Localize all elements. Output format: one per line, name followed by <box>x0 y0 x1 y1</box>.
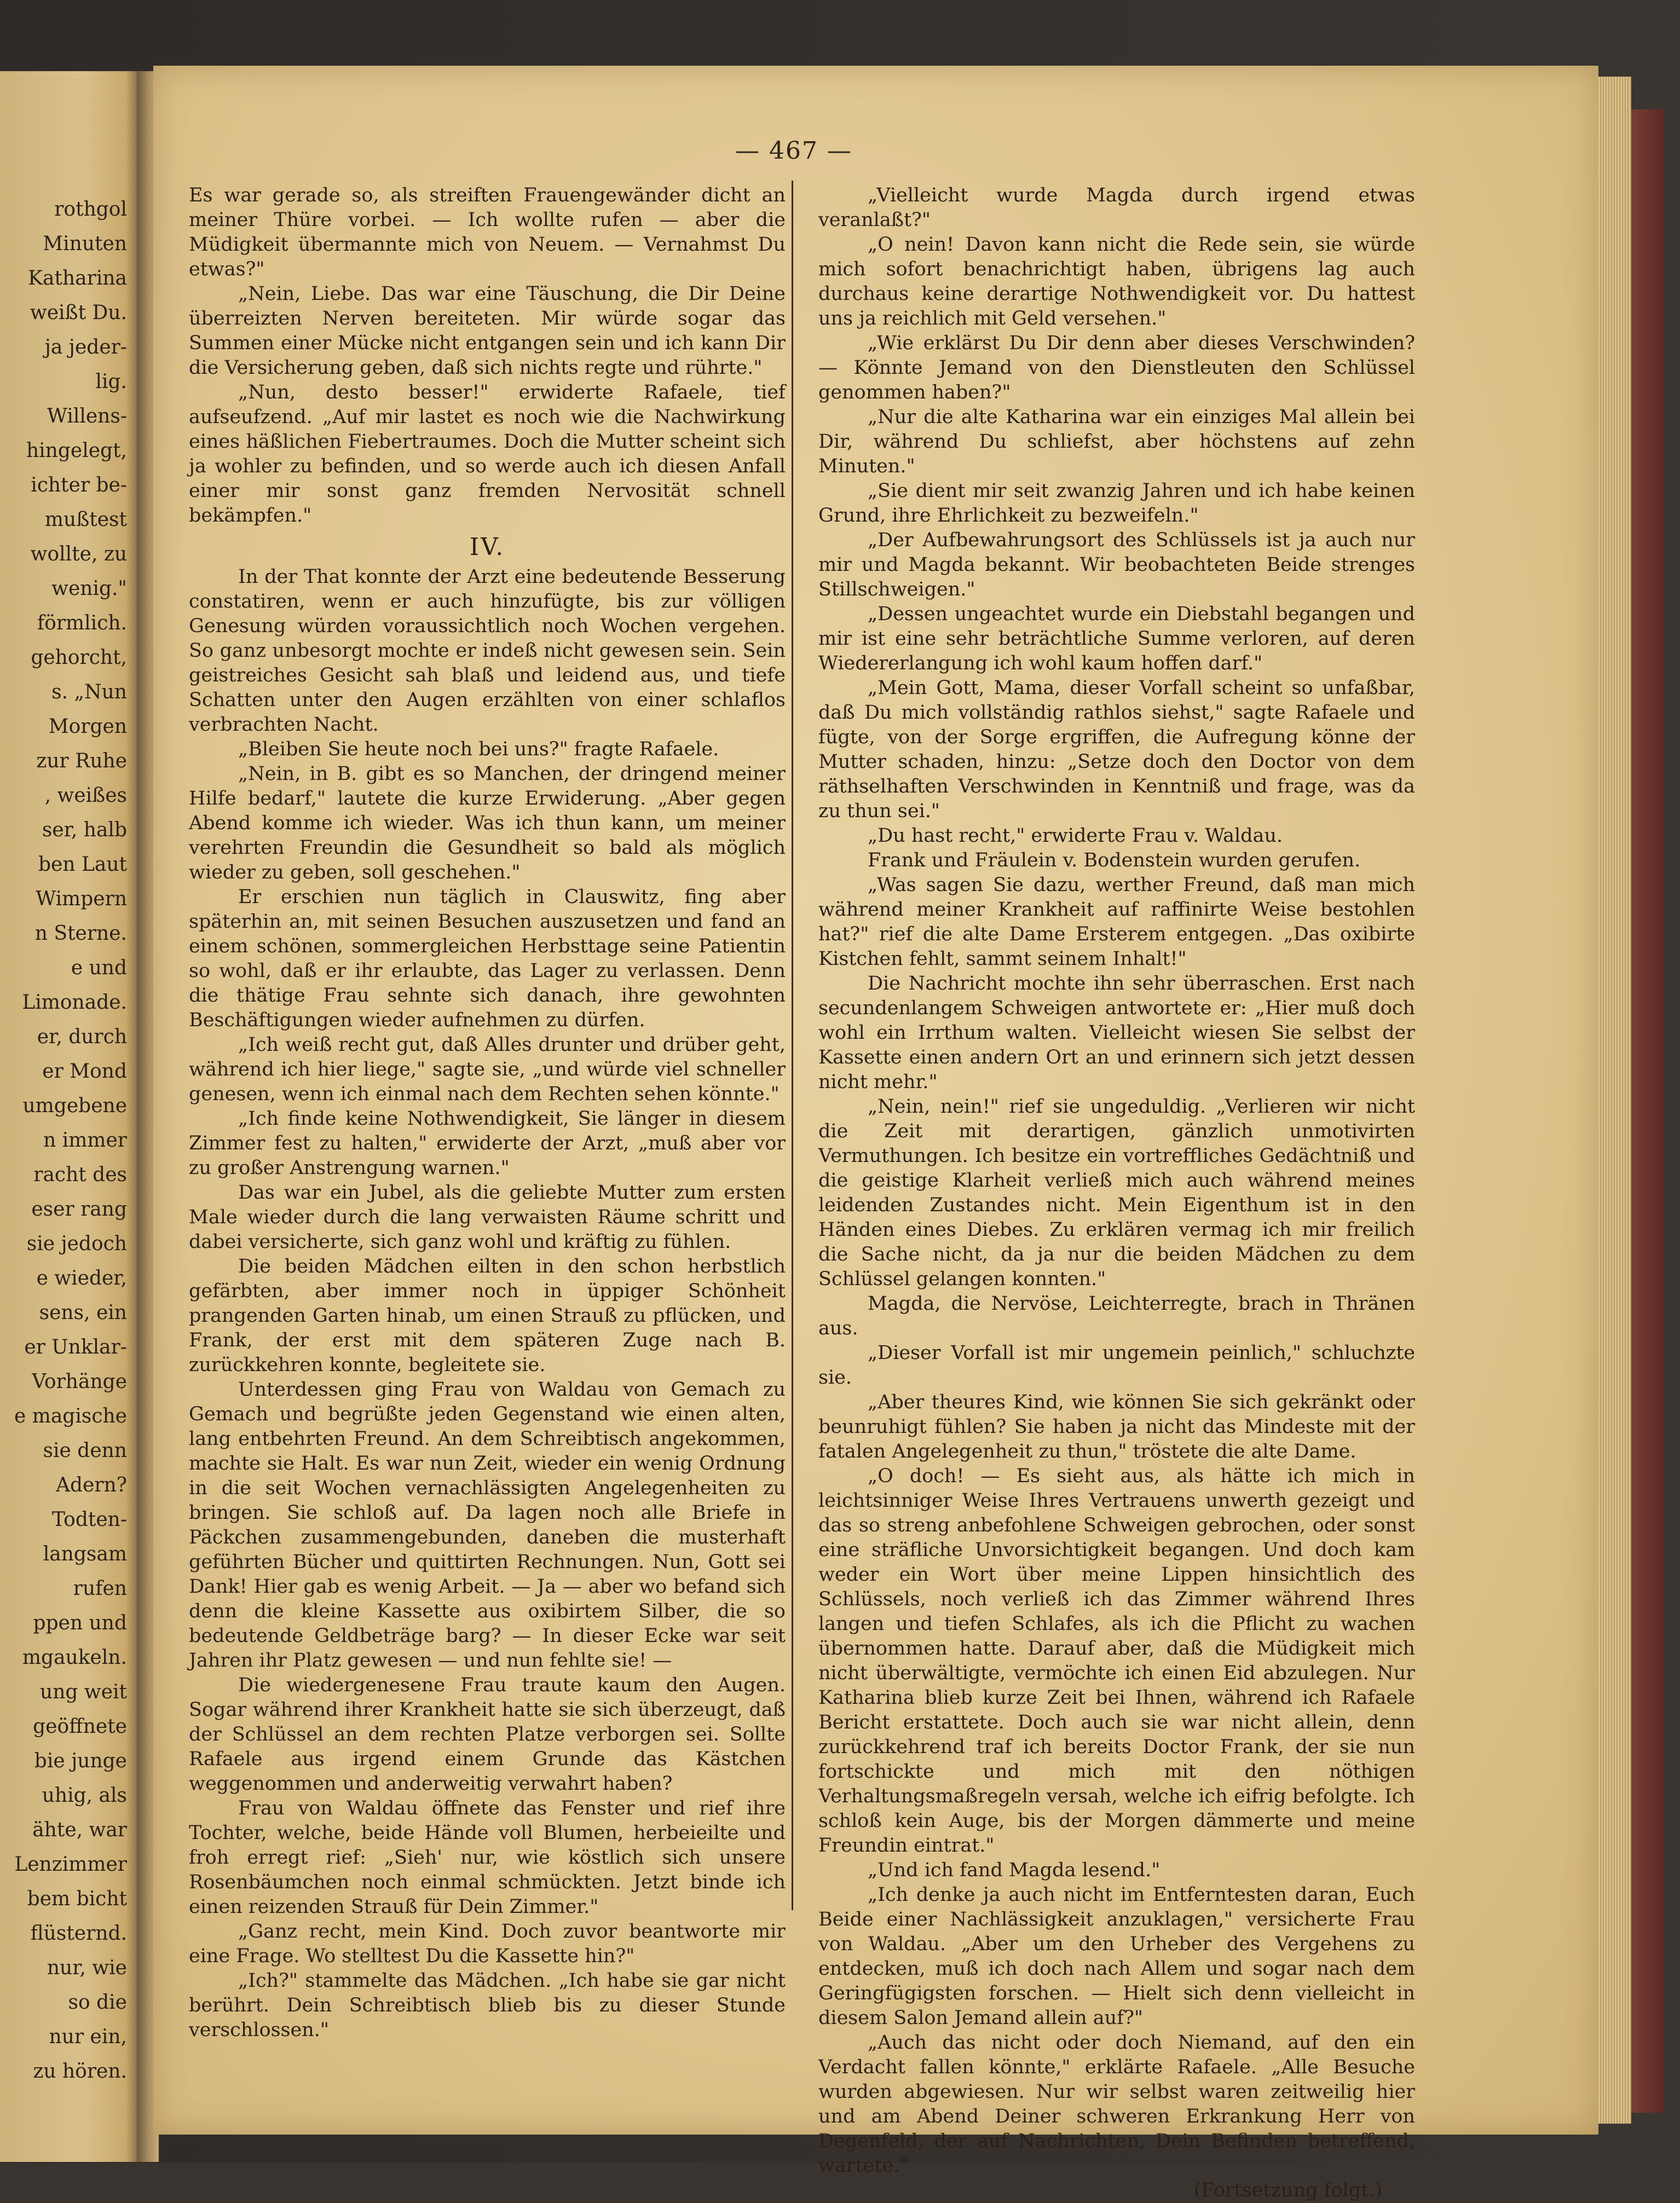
left-page-line: er Unklar- <box>24 1336 127 1358</box>
left-page-line: er Mond <box>42 1060 127 1083</box>
paragraph: „Ich denke ja auch nicht im Entferntesten daran, Euch Beide einer Nachlässigkeit anzuklagen," versicherte Frau von Waldau. „Aber um den Urheber des Vergehens zu entdecken, muß ich doch nach Allem und sogar nach dem Geringfügigsten forschen. — Hielt sich denn vielleicht in diesem Salon Jemand allein auf?" <box>818 1884 1415 2029</box>
paragraph: Die wiedergenesene Frau traute kaum den Augen. Sogar während ihrer Krankheit hatte sie sich überzeugt, daß der Schlüssel an dem rechten Platze verborgen sei. Sollte Rafaele aus irgend einem Grunde das Kästchen weggenommen und anderweitig verwahrt haben? <box>189 1674 786 1795</box>
left-page-line: Katharina <box>28 267 127 290</box>
left-page-line: Wimpern <box>36 888 127 910</box>
left-page-line: hingelegt, <box>26 440 127 462</box>
left-page-line: rothgol <box>54 198 127 221</box>
paragraph: Frau von Waldau öffnete das Fenster und rief ihre Tochter, welche, beide Hände voll Blumen, herbeieilte und froh erregt rief: „Sieh' nur, wie köstlich sich unsere Rosenbäumchen noch einmal schmückten. Jetzt binde ich einen reizenden Strauß für Dein Zimmer." <box>189 1797 786 1918</box>
paragraph: „Der Aufbewahrungsort des Schlüssels ist ja auch nur mir und Magda bekannt. Wir beobachteten Beide strenges Stillschweigen." <box>818 529 1415 600</box>
left-page-line: Lenzimmer <box>14 1853 127 1876</box>
left-page-line: Willens- <box>47 405 127 427</box>
left-page-line: ung weit <box>40 1681 127 1703</box>
left-page-line: langsam <box>43 1543 127 1565</box>
left-page-line: racht des <box>33 1164 127 1186</box>
paragraph: Er erschien nun täglich in Clauswitz, fing aber späterhin an, mit seinen Besuchen auszusetzen und fand an einem schönen, sommergleichen Herbsttage seine Patientin so wohl, daß er ihr erlaubte, das Lager zu verlassen. Denn die thätige Frau sehnte sich danach, ihre gewohnten Beschäftigungen wieder aufnehmen zu dürfen. <box>189 886 786 1031</box>
left-page-line: wollte, zu <box>30 543 127 565</box>
page-number: — 467 — <box>735 137 852 165</box>
left-page-line: nur ein, <box>49 2026 127 2048</box>
left-page-line: ja jeder- <box>44 336 127 359</box>
paragraph: „Aber theures Kind, wie können Sie sich gekränkt oder beunruhigt fühlen? Sie haben ja nicht das Mindeste mit der fatalen Angelegenheit zu thun," tröstete die alte Dame. <box>818 1391 1415 1462</box>
paragraph: „Mein Gott, Mama, dieser Vorfall scheint so unfaßbar, daß Du mich vollständig rathlos siehst," sagte Rafaele und fügte, von der Sorge ergriffen, die Aufregung könne der Mutter schaden, hinzu: „Setze doch den Doctor von dem räthselhaften Verschwinden in Kenntniß und frage, was da zu thun sei." <box>818 677 1415 822</box>
left-page-line: ppen und <box>33 1612 127 1634</box>
paragraph: Magda, die Nervöse, Leichterregte, brach in Thränen aus. <box>818 1293 1415 1339</box>
left-page-line: , weißes <box>44 784 127 807</box>
paragraph: „Nein, nein!" rief sie ungeduldig. „Verlieren wir nicht die Zeit mit derartigen, gänzlich unmotivirten Vermuthungen. Ich besitze ein vortreffliches Gedächtniß und die geistige Klarheit verließ mich auch während meines leidenden Zustandes nicht. Mein Eigenthum ist in den Händen eines Diebes. Zu erklären vermag ich mir freilich die Sache nicht, da ja nur die beiden Mädchen zu dem Schlüssel gelangen konnten." <box>818 1096 1415 1290</box>
text-column-right <box>818 183 1415 2203</box>
paragraph: „Nur die alte Katharina war ein einziges Mal allein bei Dir, während Du schliefst, aber höchstens auf zehn Minuten." <box>818 406 1415 477</box>
left-page-line: e und <box>71 957 127 979</box>
left-page-line: bie junge <box>34 1750 127 1772</box>
left-page-line: geöffnete <box>33 1715 127 1738</box>
left-page-line: bem bicht <box>27 1888 127 1910</box>
left-page-line: lig. <box>95 371 127 393</box>
left-page-line: wenig." <box>51 577 127 600</box>
left-page-line: uhig, als <box>42 1784 127 1807</box>
paragraph: „Nein, in B. gibt es so Manchen, der dringend meiner Hilfe bedarf," lautete die kurze Erwiderung. „Aber gegen Abend komme ich wieder. Was ich thun kann, um meiner verehrten Freundin die Gesundheit so bald als möglich wieder zu geben, soll geschehen." <box>189 763 786 883</box>
paragraph: „Ganz recht, mein Kind. Doch zuvor beantworte mir eine Frage. Wo stelltest Du die Kassette hin?" <box>189 1921 786 1967</box>
left-page-line: mußtest <box>44 508 127 531</box>
paragraph: „Was sagen Sie dazu, werther Freund, daß man mich während meiner Krankheit auf raffinirte Weise bestohlen hat?" rief die alte Dame Ersterem entgegen. „Das oxibirte Kistchen fehlt, sammt seinem Inhalt!" <box>818 874 1415 970</box>
left-page-line: mgaukeln. <box>22 1646 127 1669</box>
left-page-line: gehorcht, <box>31 646 127 669</box>
paragraph: Die Nachricht mochte ihn sehr überraschen. Erst nach secundenlangem Schweigen antwortete er: „Hier muß doch wohl ein Irrthum walten. Vielleicht wiesen Sie selbst der Kassette einen andern Ort an und erinnern sich jetzt dessen nicht mehr." <box>818 973 1415 1093</box>
paragraph: Frank und Fräulein v. Bodenstein wurden gerufen. <box>868 849 1361 871</box>
paragraph: Unterdessen ging Frau von Waldau von Gemach zu Gemach und begrüßte jeden Gegenstand wie einen alten, lang entbehrten Freund. An dem Schreibtisch angekommen, machte sie Halt. Es war nun Zeit, wieder ein wenig Ordnung in die seit Wochen vernachlässigten Angelegenheiten zu bringen. Sie schloß auf. Da lagen noch alle Briefe in Päckchen zusammengebunden, daneben die musterhaft geführten Bücher und quittirten Rechnungen. Nun, Gott sei Dank! Hier gab es wenig Arbeit. — Ja — aber wo befand sich denn die kleine Kassette aus oxibirtem Silber, die so bedeutende Geldbeträge barg? — In dieser Ecke war seit Jahren ihr Platz gewesen — und nun fehlte sie! — <box>189 1379 786 1672</box>
paragraph: „Sie dient mir seit zwanzig Jahren und ich habe keinen Grund, ihre Ehrlichkeit zu bezweifeln." <box>818 480 1415 527</box>
left-page-line: flüsternd. <box>30 1922 127 1945</box>
left-page-line: weißt Du. <box>30 302 127 324</box>
left-page-line: s. „Nun <box>51 681 127 703</box>
paragraph: „Du hast recht," erwiderte Frau v. Waldau. <box>868 825 1283 847</box>
text-column-left <box>189 183 786 2043</box>
paragraph: „Ich finde keine Nothwendigkeit, Sie länger in diesem Zimmer fest zu halten," erwiderte der Arzt, „muß aber vor zu großer Anstrengung warnen." <box>189 1108 786 1179</box>
left-page-line: ben Laut <box>38 853 127 876</box>
continuation-note: (Fortsetzung folgt.) <box>1193 2179 1382 2201</box>
left-page-line: Vorhänge <box>32 1371 127 1393</box>
paragraph: „Dieser Vorfall ist mir ungemein peinlich," schluchzte sie. <box>818 1342 1415 1389</box>
left-page-line: ser, halb <box>42 819 127 841</box>
left-page-line: zu hören. <box>33 2060 127 2083</box>
paragraph: Die beiden Mädchen eilten in den schon herbstlich gefärbten, aber immer noch in üppiger Schönheit prangenden Garten hinab, um einen Strauß zu pflücken, und Frank, der erst mit dem späteren Zuge nach B. zurückkehren konnte, begleitete sie. <box>189 1256 786 1376</box>
chapter-heading: IV. <box>469 533 505 561</box>
left-page-line: nur, wie <box>47 1957 127 1979</box>
paragraph: „Ich?" stammelte das Mädchen. „Ich habe sie gar nicht berührt. Dein Schreibtisch blieb bis zu dieser Stunde verschlossen." <box>189 1970 786 2041</box>
paragraph: „Nun, desto besser!" erwiderte Rafaele, tief aufseufzend. „Auf mir lastet es noch wie die Nachwirkung eines häßlichen Fiebertraumes. Doch die Mutter scheint sich ja wohler zu befinden, und so werde auch ich diesen Anfall einer mir sonst ganz fremden Nervosität schnell bekämpfen." <box>189 381 786 527</box>
left-page-line: eser rang <box>31 1198 127 1221</box>
previous-page-strip <box>0 71 137 2162</box>
paragraph: Es war gerade so, als streiften Frauengewänder dicht an meiner Thüre vorbei. — Ich wollte rufen — aber die Müdigkeit übermannte mich von Neuem. — Vernahmst Du etwas?" <box>189 184 786 280</box>
left-page-line: Limonade. <box>22 991 127 1014</box>
paragraph: „Vielleicht wurde Magda durch irgend etwas veranlaßt?" <box>818 184 1415 231</box>
column-divider <box>792 181 793 1910</box>
left-page-line: förmlich. <box>37 612 127 634</box>
left-page-line: zur Ruhe <box>36 750 127 772</box>
paragraph: „Ich weiß recht gut, daß Alles drunter und drüber geht, während ich hier liege," sagte sie, „und würde viel schneller genesen, wenn ich einmal nach dem Rechten sehen könnte." <box>189 1034 786 1105</box>
left-page-line: n Sterne. <box>34 922 127 945</box>
left-page-line: sie denn <box>43 1439 127 1462</box>
paragraph: Das war ein Jubel, als die geliebte Mutter zum ersten Male wieder durch die lang verwaisten Räume schritt und dabei versicherte, sich ganz wohl und kräftig zu fühlen. <box>189 1182 786 1253</box>
paragraph: „O nein! Davon kann nicht die Rede sein, sie würde mich sofort benachrichtigt haben, übrigens lag auch durchaus keine derartige Nothwendigkeit vor. Du hattest uns ja reichlich mit Geld versehen." <box>818 234 1415 329</box>
left-page-line: e wieder, <box>36 1267 127 1290</box>
paragraph: „Bleiben Sie heute noch bei uns?" fragte Rafaele. <box>238 738 719 760</box>
left-page-line: e magische <box>14 1405 127 1427</box>
left-page-line: ichter be- <box>31 474 127 496</box>
paragraph: „Wie erklärst Du Dir denn aber dieses Verschwinden? — Könnte Jemand von den Dienstleuten den Schlüssel genommen haben?" <box>818 332 1415 403</box>
left-page-line: Morgen <box>48 715 127 738</box>
left-page-line: ähte, war <box>32 1819 127 1841</box>
left-page-line: so die <box>68 1991 127 2014</box>
paragraph: „Auch das nicht oder doch Niemand, auf den ein Verdacht fallen könnte," erklärte Rafaele. „Alle Besuche wurden abgewiesen. Nur wir selbst waren zeitweilig hier und am Abend Deiner schweren Erkrankung Herr von Degenfeld, der auf Nachrichten, Dein Befinden betreffend, wartete." <box>818 2032 1415 2177</box>
left-page-line: sie jedoch <box>26 1233 127 1255</box>
page-edges <box>1598 77 1631 2124</box>
paragraph: In der That konnte der Arzt eine bedeutende Besserung constatiren, wenn er auch hinzufügte, bis zur völligen Genesung würden voraussichtlich noch Wochen vergehen. So ganz unbesorgt mochte er indeß nicht gewesen sein. Sein geistreiches Gesicht sah blaß und leidend aus, und tiefe Schatten unter den Augen erzählten von einer schlaflos verbrachten Nacht. <box>189 566 786 736</box>
left-page-line: er, durch <box>37 1026 127 1048</box>
left-page-line: rufen <box>73 1577 127 1600</box>
paragraph: „Nein, Liebe. Das war eine Täuschung, die Dir Deine überreizten Nerven bereiteten. Mir würde sogar das Summen einer Mücke nicht entgangen sein und ich kann Dir die Versicherung geben, daß sich nichts regte und rührte." <box>189 283 786 379</box>
book-cover-edge <box>1631 109 1664 2113</box>
left-page-line: Todten- <box>51 1508 127 1531</box>
left-page-line: umgebene <box>22 1095 127 1117</box>
left-page-line: Adern? <box>55 1474 127 1496</box>
left-page-line: n immer <box>43 1129 127 1152</box>
paragraph: „Dessen ungeachtet wurde ein Diebstahl begangen und mir ist eine sehr beträchtliche Summe verloren, auf deren Wiedererlangung ich wohl kaum hoffen darf." <box>818 603 1415 674</box>
paragraph: „Und ich fand Magda lesend." <box>868 1859 1161 1881</box>
left-page-line: sens, ein <box>39 1302 127 1324</box>
paragraph: „O doch! — Es sieht aus, als hätte ich mich in leichtsinniger Weise Ihres Vertrauens unwerth gezeigt und das so streng anbefohlene Schweigen gebrochen, oder sonst eine sträfliche Unvorsichtigkeit begangen. Und doch kam weder ein Wort über meine Lippen hinsichtlich des Schlüssels, noch verließ ich das Zimmer während Ihres langen und tiefen Schlafes, als ich die Pflicht zu wachen übernommen hatte. Darauf aber, daß die Müdigkeit mich nicht überwältigte, vermöchte ich einen Eid abzulegen. Nur Katharina blieb kurze Zeit bei Ihnen, während ich Rafaele Bericht erstattete. Doch auch sie war nicht allein, denn zurückkehrend traf ich bereits Doctor Frank, der sie nun fortschickte und mich mit den nöthigen Verhaltungsmaßregeln versah, welche ich eifrig befolgte. Ich schloß kein Auge, bis der Morgen dämmerte und meine Freundin eintrat." <box>818 1465 1415 1857</box>
left-page-line: Minuten <box>43 233 127 255</box>
